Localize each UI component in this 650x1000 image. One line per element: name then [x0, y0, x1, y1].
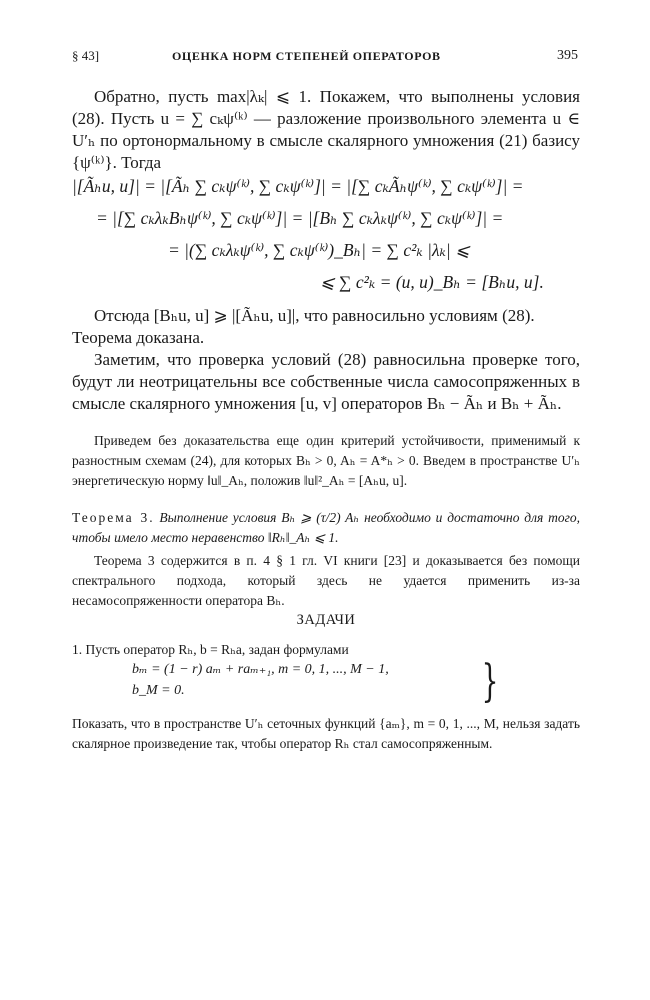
running-header — [72, 48, 578, 68]
equation-line-1: |[Ãₕu, u]| = |[Ãₕ ∑ cₖψ⁽ᵏ⁾, ∑ cₖψ⁽ᵏ⁾]| = |[∑ cₖÃₕψ⁽ᵏ⁾, ∑ cₖψ⁽ᵏ⁾]| = — [72, 176, 524, 196]
equation-line-2: = |[∑ cₖλₖBₕψ⁽ᵏ⁾, ∑ cₖψ⁽ᵏ⁾]| = |[Bₕ ∑ cₖλₖψ⁽ᵏ⁾, ∑ cₖψ⁽ᵏ⁾]| = — [96, 208, 504, 228]
equation-line-4: ⩽ ∑ c²ₖ = (u, u)_Bₕ = [Bₕu, u]. — [320, 272, 544, 292]
right-brace: } — [481, 656, 499, 707]
paragraph-reference: Теорема 3 содержится в п. 4 § 1 гл. VI книги [23] и доказывается без помощи спектрального подхода, который здесь не удается применить из-за несамосопряженности оператора Bₕ. — [72, 553, 580, 608]
equation-line-3: = |(∑ cₖλₖψ⁽ᵏ⁾, ∑ cₖψ⁽ᵏ⁾)_Bₕ| = ∑ c²ₖ |λₖ| ⩽ — [168, 240, 470, 260]
paragraph-conclusion — [72, 305, 580, 349]
task-1-intro: 1. Пусть оператор Rₕ, b = Rₕa, задан формулами — [72, 642, 349, 657]
conclusion-line: Отсюда [Bₕu, u] ⩾ |[Ãₕu, u]|, что равносильно условиям (28). — [94, 306, 535, 325]
section-heading-tasks: ЗАДАЧИ — [296, 612, 356, 628]
system-equation-1: bₘ = (1 − r) aₘ + raₘ₊₁, m = 0, 1, ..., M − 1, — [132, 662, 389, 677]
theorem-statement: Выполнение условия Bₕ ⩾ (τ/2) Aₕ необходимо и достаточно для того, чтобы имело место неравенство ‖Rₕ‖_Aₕ ⩽ 1. — [72, 510, 580, 545]
paragraph-remark: Заметим, что проверка условий (28) равносильна проверке того, будут ли неотрицательны все собственные числа самосопряженных в смысле скалярного умножения [u, v] операторов Bₕ − Ãₕ и Bₕ + Ãₕ. — [72, 350, 580, 413]
paragraph-converse-proof: Обратно, пусть max|λₖ| ⩽ 1. Покажем, что выполнены условия (28). Пусть u = ∑ cₖψ⁽ᵏ⁾ — разложение произвольного элемента u ∈ U′ₕ по ортонормальному в смысле скалярного умножения (21) базису {ψ⁽ᵏ⁾}. Тогда — [72, 87, 580, 172]
page-running-title: ОЦЕНКА НОРМ СТЕПЕНЕЙ ОПЕРАТОРОВ — [172, 49, 441, 63]
theorem-label: Теорема 3. — [72, 510, 155, 525]
system-equation-2: b_M = 0. — [132, 683, 185, 698]
theorem-3 — [72, 508, 580, 548]
paragraph-stability-criterion: Приведем без доказательства еще один критерий устойчивости, применимый к разностным схемам (24), для которых Bₕ > 0, Aₕ = A*ₕ > 0. Введем в пространстве U′ₕ энергетическую норму ‖u‖_Aₕ, положив ‖u‖²_Aₕ = [Aₕu, u]. — [72, 433, 580, 488]
section-marker: § 43] — [72, 48, 100, 63]
theorem-proved-line: Теорема доказана. — [72, 328, 205, 347]
task-1-statement: Показать, что в пространстве U′ₕ сеточных функций {aₘ}, m = 0, 1, ..., M, нельзя задать скалярное произведение так, чтобы оператор Rₕ стал самосопряженным. — [72, 716, 580, 751]
page-number: 395 — [557, 48, 578, 63]
